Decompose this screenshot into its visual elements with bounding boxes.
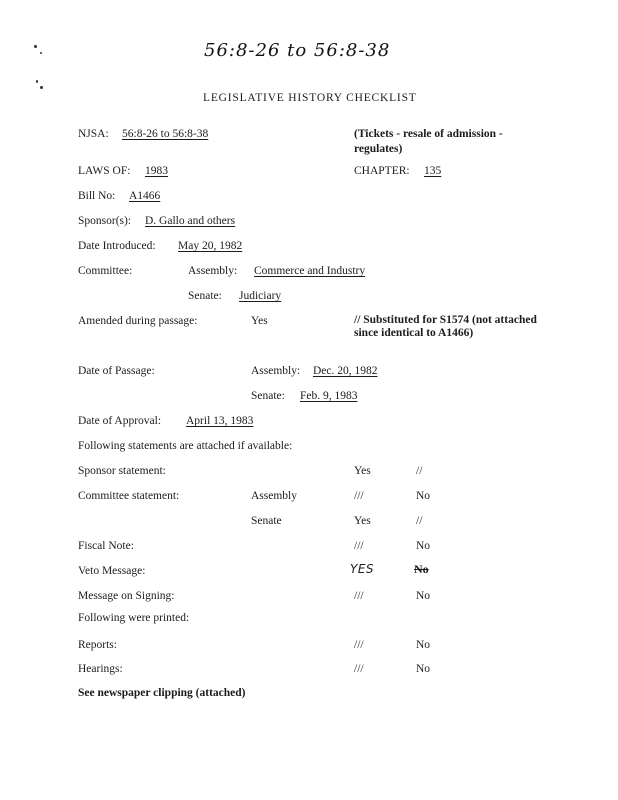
njsa-label: NJSA: [78, 128, 109, 140]
amended-note: // Substituted for S1574 (not attached since identical to A1466) [354, 314, 537, 339]
sponsor-statement-label: Sponsor statement: [78, 465, 166, 477]
amended-label: Amended during passage: [78, 315, 198, 327]
footer-note: See newspaper clipping (attached) [78, 687, 246, 699]
veto-message-no: No [414, 562, 429, 576]
committee-statement-senate-no: // [416, 515, 423, 527]
njsa-value: 56:8-26 to 56:8-38 [122, 128, 209, 140]
committee-senate-label: Senate: [188, 290, 222, 302]
chapter-value: 135 [424, 165, 442, 177]
laws-of-value: 1983 [145, 165, 168, 177]
scan-speck [40, 86, 43, 89]
sponsor-statement-yes: Yes [354, 465, 371, 477]
hearings-no: No [416, 663, 431, 675]
fiscal-note-label: Fiscal Note: [78, 540, 134, 552]
fiscal-note-yes: /// [354, 540, 364, 552]
committee-statement-senate-yes: Yes [354, 515, 371, 527]
attached-intro: Following statements are attached if available: [78, 440, 293, 452]
njsa-note: (Tickets - resale of admission - regulates) [354, 128, 503, 155]
reports-no: No [416, 639, 431, 651]
committee-assembly-label: Assembly: [188, 265, 238, 277]
sponsors-value: D. Gallo and others [145, 215, 236, 227]
date-introduced-value: May 20, 1982 [178, 240, 243, 252]
committee-assembly-value: Commerce and Industry [254, 265, 366, 277]
hearings-label: Hearings: [78, 663, 123, 675]
message-on-signing-no: No [416, 590, 431, 602]
scan-speck [34, 45, 37, 48]
amended-value: Yes [251, 315, 268, 327]
message-on-signing-label: Message on Signing: [78, 590, 175, 602]
scan-speck [36, 80, 38, 83]
date-of-passage-label: Date of Passage: [78, 365, 155, 377]
printed-intro: Following were printed: [78, 612, 190, 624]
committee-statement-senate-label: Senate [251, 515, 282, 527]
page-title: LEGISLATIVE HISTORY CHECKLIST [203, 92, 417, 104]
date-introduced-label: Date Introduced: [78, 240, 156, 252]
handwritten-header: 56:8-26 to 56:8-38 [204, 40, 391, 61]
chapter-label: CHAPTER: [354, 165, 410, 177]
committee-label: Committee: [78, 265, 133, 277]
laws-of-label: LAWS OF: [78, 165, 131, 177]
passage-senate-label: Senate: [251, 390, 285, 402]
sponsor-statement-no: // [416, 465, 423, 477]
passage-assembly-value: Dec. 20, 1982 [313, 365, 378, 377]
veto-message-yes: YES [350, 562, 375, 576]
reports-yes: /// [354, 639, 364, 651]
committee-senate-value: Judiciary [239, 290, 282, 302]
passage-senate-value: Feb. 9, 1983 [300, 390, 358, 402]
veto-message-label: Veto Message: [78, 565, 146, 577]
reports-label: Reports: [78, 639, 117, 651]
committee-statement-assembly-label: Assembly [251, 490, 297, 502]
passage-assembly-label: Assembly: [251, 365, 301, 377]
date-of-approval-label: Date of Approval: [78, 415, 162, 427]
committee-statement-label: Committee statement: [78, 490, 180, 502]
hearings-yes: /// [354, 663, 364, 675]
committee-statement-assembly-no: No [416, 490, 431, 502]
fiscal-note-no: No [416, 540, 431, 552]
sponsors-label: Sponsor(s): [78, 215, 132, 227]
bill-no-label: Bill No: [78, 190, 116, 202]
message-on-signing-yes: /// [354, 590, 364, 602]
bill-no-value: A1466 [129, 190, 161, 202]
date-of-approval-value: April 13, 1983 [186, 415, 254, 427]
committee-statement-assembly-yes: /// [354, 490, 364, 502]
scan-speck [40, 52, 42, 54]
